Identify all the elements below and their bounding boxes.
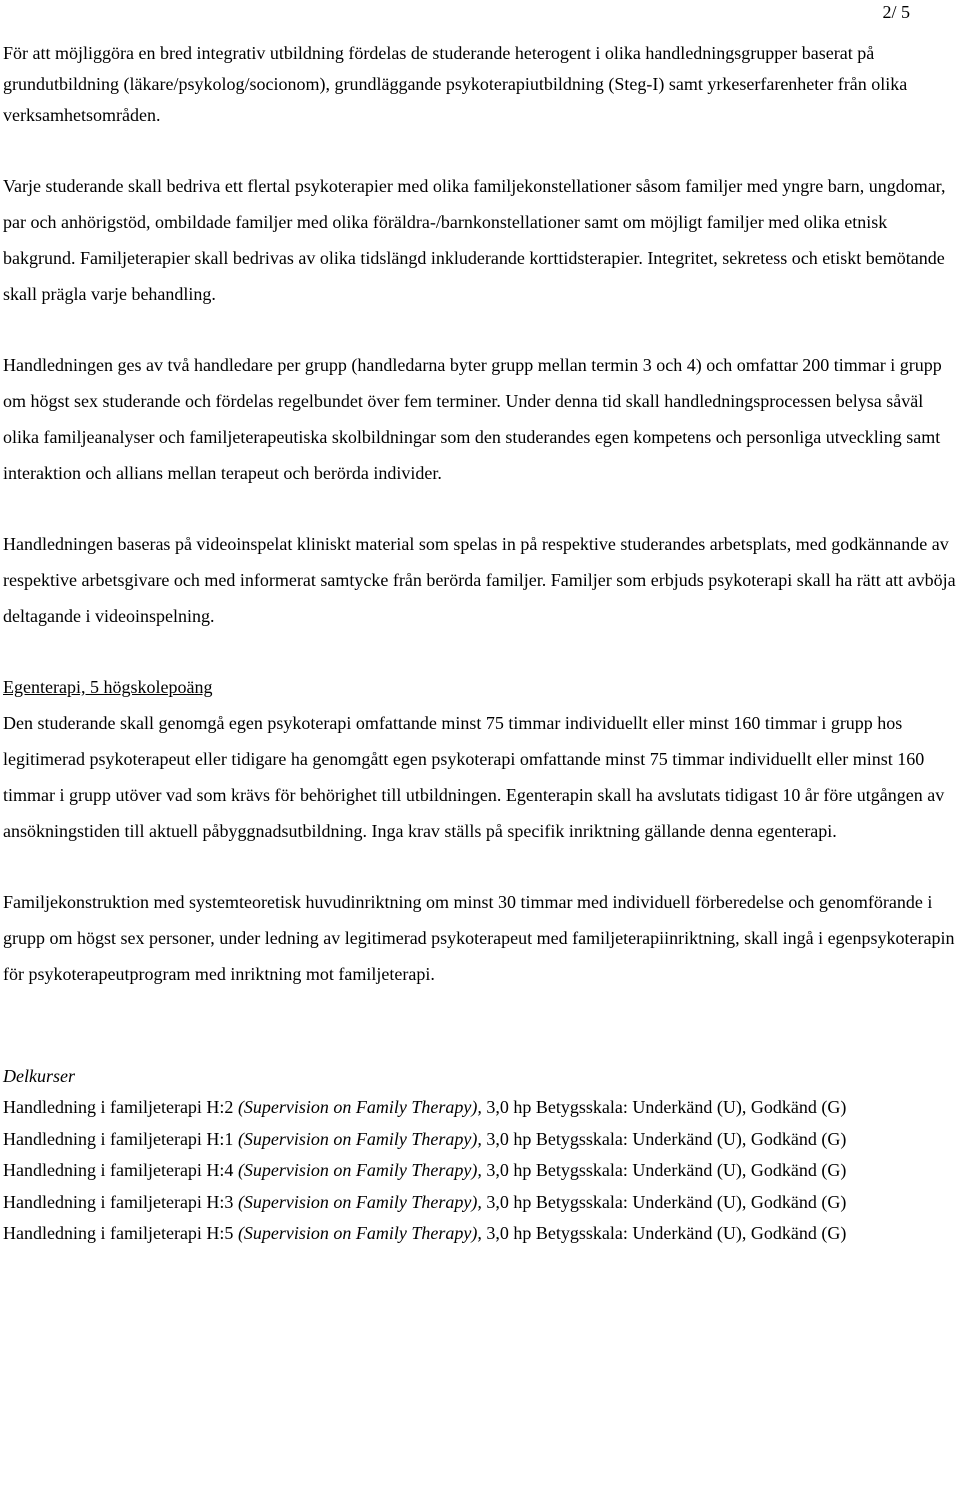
course-item-h3	[3, 1187, 958, 1219]
course-title: Handledning i familjeterapi H:1	[3, 1128, 234, 1149]
egenterapi-section	[3, 669, 958, 992]
course-item-h5	[3, 1218, 958, 1250]
course-credits-grading: 3,0 hp Betygsskala: Underkänd (U), Godkänd (G)	[486, 1097, 847, 1117]
course-english-title: (Supervision on Family Therapy),	[237, 1191, 482, 1212]
course-item-h1	[3, 1124, 958, 1156]
delkurser-section	[3, 1060, 958, 1250]
course-title: Handledning i familjeterapi H:4	[3, 1160, 234, 1180]
course-english-title: (Supervision on Family Therapy),	[237, 1128, 482, 1149]
delkurser-heading: Delkurser	[3, 1066, 75, 1086]
egenterapi-heading: Egenterapi, 5 högskolepoäng	[3, 677, 213, 697]
course-title: Handledning i familjeterapi H:3	[3, 1191, 234, 1212]
paragraph-supervision: Handledningen ges av två handledare per grupp (handledarna byter grupp mellan termin 3 och 4) och omfattar 200 timmar i grupp om högst sex studerande och fördelas regelbundet över fem terminer. Under denna tid skall handledningsprocessen belysa såväl olika familjeanalyser och familjeterapeutiska skolbildningar som den studerandes egen kompetens och personliga utveckling samt interaktion och allians mellan terapeut och berörda individer.	[3, 355, 942, 483]
page-number: 2/ 5	[882, 2, 910, 22]
egenterapi-paragraph-1: Den studerande skall genomgå egen psykoterapi omfattande minst 75 timmar individuellt eller minst 160 timmar i grupp hos legitimerad psykoterapeut eller tidigare ha genomgått egen psykoterapi omfattande minst 75 timmar individuellt eller minst 160 timmar i grupp utöver vad som krävs för behörighet till utbildningen. Egenterapin skall ha avslutats tidigast 10 år före utgången av ansökningstiden till aktuell påbyggnadsutbildning. Inga krav ställs på specifik inriktning gällande denna egenterapi.	[3, 713, 945, 841]
document-body	[3, 38, 958, 1250]
course-english-title: (Supervision on Family Therapy),	[237, 1223, 482, 1243]
course-title: Handledning i familjeterapi H:2	[3, 1097, 234, 1117]
paragraph-group-distribution: För att möjliggöra en bred integrativ utbildning fördelas de studerande heterogent i olika handledningsgrupper baserat på grundutbildning (läkare/psykolog/socionom), grundläggande psykoterapiutbildning (Steg-I) samt yrkeserfarenheter från olika verksamhetsområden.	[3, 43, 908, 125]
course-english-title: (Supervision on Family Therapy),	[237, 1097, 482, 1117]
course-item-h2	[3, 1092, 958, 1124]
course-credits-grading: 3,0 hp Betygsskala: Underkänd (U), Godkänd (G)	[486, 1223, 847, 1243]
paragraph-psychotherapies: Varje studerande skall bedriva ett flertal psykoterapier med olika familjekonstellationer såsom familjer med yngre barn, ungdomar, par och anhörigstöd, ombildade familjer med olika föräldra-/barnkonstellationer samt om möjligt familjer med olika etnisk bakgrund. Familjeterapier skall bedrivas av olika tidslängd inkluderande korttidsterapier. Integritet, sekretess och etiskt bemötande skall prägla varje behandling.	[3, 176, 946, 304]
paragraph-video-material: Handledningen baseras på videoinspelat kliniskt material som spelas in på respektive studerandes arbetsplats, med godkännande av respektive arbetsgivare och med informerat samtycke från berörda familjer. Familjer som erbjuds psykoterapi skall ha rätt att avböja deltagande i videoinspelning.	[3, 534, 956, 626]
course-item-h4	[3, 1155, 958, 1187]
egenterapi-paragraph-2: Familjekonstruktion med systemteoretisk huvudinriktning om minst 30 timmar med individuell förberedelse och genomförande i grupp om högst sex personer, under ledning av legitimerad psykoterapeut med familjeterapiinriktning, skall ingå i egenpsykoterapin för psykoterapeutprogram med inriktning mot familjeterapi.	[3, 892, 955, 984]
course-title: Handledning i familjeterapi H:5	[3, 1223, 234, 1243]
course-credits-grading: 3,0 hp Betygsskala: Underkänd (U), Godkänd (G)	[486, 1160, 847, 1180]
course-credits-grading: 3,0 hp Betygsskala: Underkänd (U), Godkänd (G)	[486, 1128, 847, 1149]
course-credits-grading: 3,0 hp Betygsskala: Underkänd (U), Godkänd (G)	[486, 1191, 847, 1212]
course-english-title: (Supervision on Family Therapy),	[237, 1160, 482, 1180]
